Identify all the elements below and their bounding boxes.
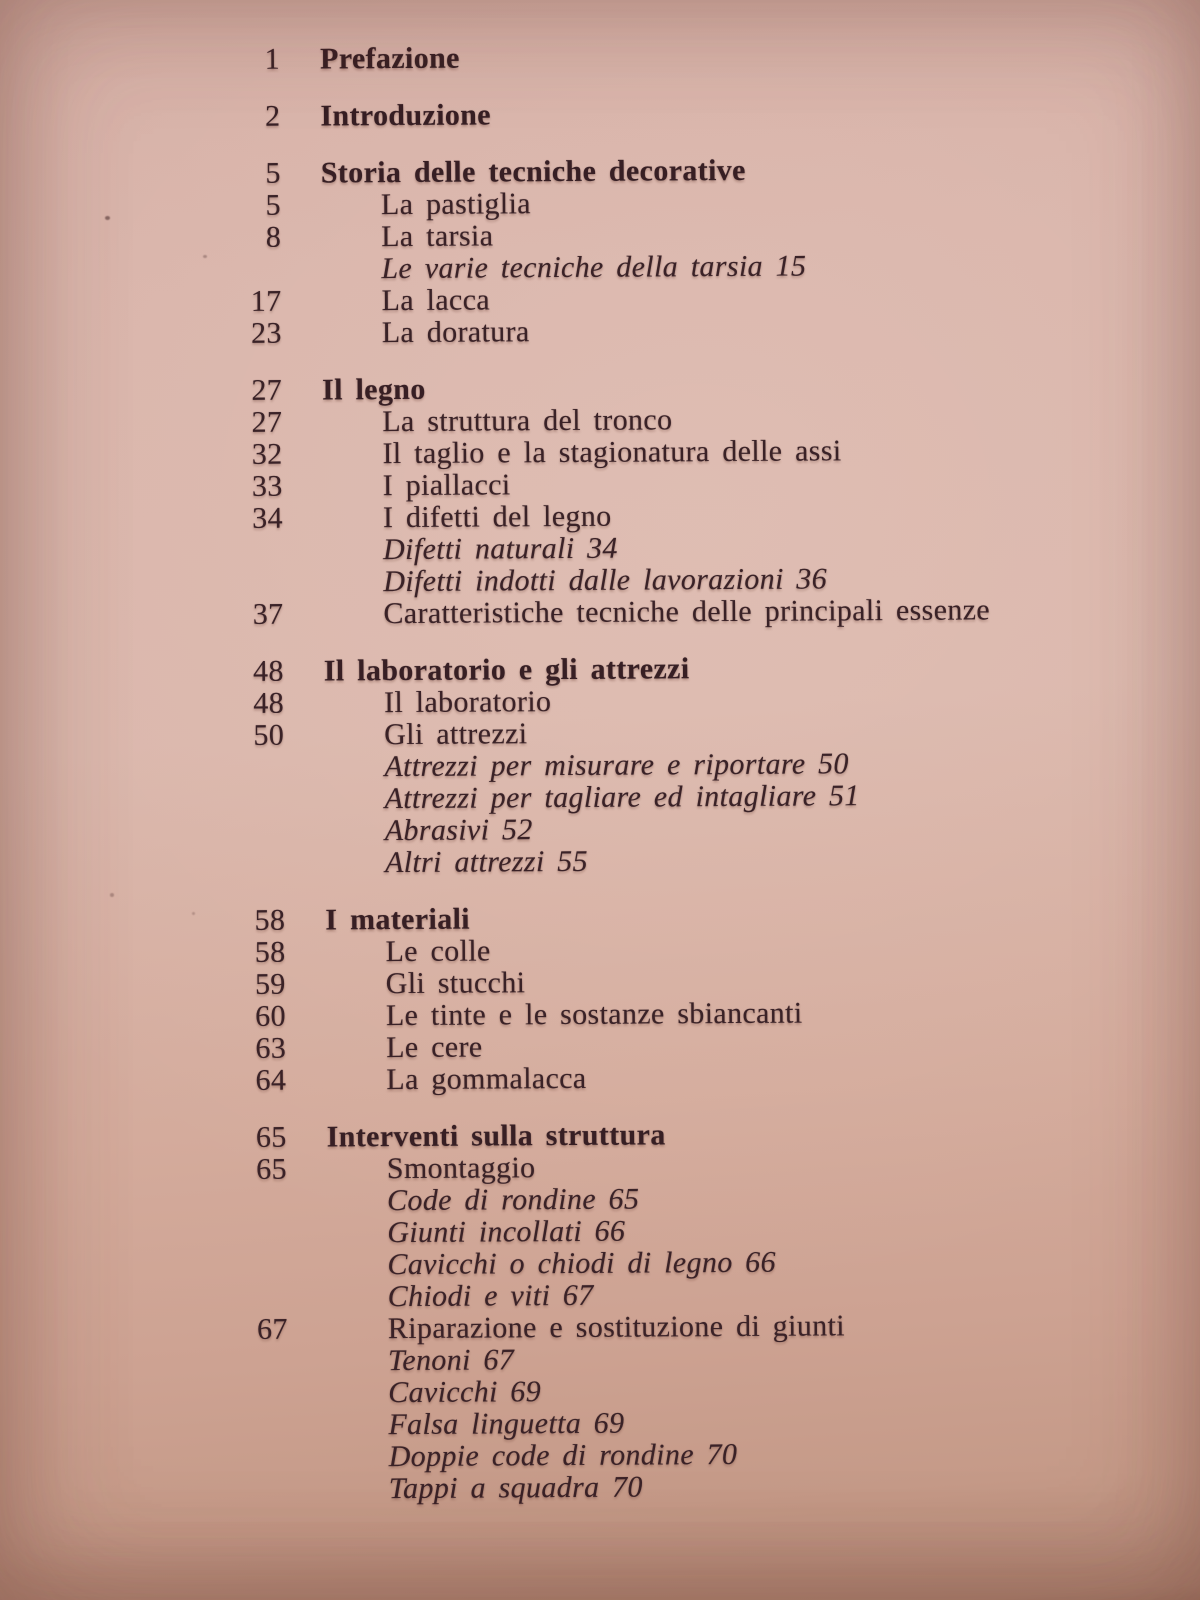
toc-entry-page-number <box>9 1499 289 1501</box>
toc-entry-page-number: 59 <box>254 967 286 1001</box>
toc-entry-page-number <box>9 1467 289 1469</box>
toc-entry-page-number: 58 <box>254 903 286 937</box>
toc-section <box>7 1117 1129 1508</box>
toc-entry-label: La pastiglia <box>380 187 531 222</box>
toc-entry-page-number: 63 <box>255 1031 287 1065</box>
toc-entry-label: Gli stucchi <box>385 966 526 1001</box>
toc-entry-page-number: 33 <box>251 469 283 503</box>
toc-entry-inline-page-number: 66 <box>745 1245 777 1279</box>
toc-entry-page-number: 8 <box>265 220 282 254</box>
toc-entry <box>9 1469 1129 1508</box>
toc-entry-page-number: 60 <box>255 999 287 1033</box>
toc-entry-label: La lacca <box>381 283 491 318</box>
toc-entry-inline-page-number: 70 <box>611 1470 643 1504</box>
toc-entry <box>6 1060 1126 1099</box>
toc-entry-page-number <box>8 1307 288 1309</box>
toc-entry-label: Il legno <box>322 372 426 407</box>
toc-entry-page-number <box>4 777 284 779</box>
toc-entry-label: Difetti naturali <box>382 531 575 567</box>
toc-entry-page-number <box>8 1275 288 1277</box>
toc-entry-page-number: 67 <box>257 1312 288 1346</box>
toc-entry-label: I difetti del legno <box>382 499 612 535</box>
toc-entry-label: Attrezzi per misurare e riportare <box>384 747 806 784</box>
toc-entry-label: La gommalacca <box>386 1061 587 1097</box>
toc-entry-page-number: 27 <box>251 405 283 439</box>
toc-entry-label: Caratteristiche tecniche delle principali essenze <box>383 593 991 631</box>
toc-entry-label: Le varie tecniche della tarsia <box>381 249 764 286</box>
toc-entry-label: Prefazione <box>319 41 460 76</box>
toc-entry-page-number: 1 <box>264 42 281 76</box>
toc-entry-page-number <box>5 841 285 843</box>
toc-entry-label: Il taglio e la stagionatura delle assi <box>382 434 842 471</box>
toc-entry-label: Difetti indotti dalle lavorazioni <box>383 562 784 599</box>
toc-entry-label: La doratura <box>381 315 530 350</box>
toc-entry-inline-page-number: 34 <box>586 531 618 565</box>
toc-section <box>0 96 1120 135</box>
toc-entry-page-number <box>8 1371 288 1373</box>
toc-entry-page-number: 65 <box>255 1120 287 1154</box>
toc-entry-page-number: 58 <box>254 935 286 969</box>
toc-entry-label: Le cere <box>386 1030 483 1065</box>
toc-entry-inline-page-number: 70 <box>706 1437 738 1472</box>
toc-entry-page-number: 64 <box>255 1063 287 1097</box>
toc-entry-label: Tappi a squadra <box>388 1470 600 1506</box>
toc-entry-page-number <box>5 809 285 811</box>
toc-entry-label: Storia delle tecniche decorative <box>320 153 746 190</box>
toc-entry-label: Il laboratorio <box>383 685 552 720</box>
toc-entry-label: Altri attrezzi <box>384 845 545 880</box>
toc-entry-page-number <box>7 1211 287 1213</box>
toc-entry-label: Code di rondine <box>386 1182 597 1218</box>
toc-entry-page-number: 65 <box>256 1152 287 1186</box>
toc-entry-label: La tarsia <box>381 219 494 254</box>
toc-entry-label: Tenoni <box>387 1343 471 1378</box>
toc-entry-page-number: 48 <box>253 686 285 720</box>
toc-entry-inline-page-number: 50 <box>817 747 849 781</box>
toc-entry-label: Cavicchi o chiodi di legno <box>387 1245 733 1282</box>
toc-section <box>1 153 1122 352</box>
toc-section <box>5 900 1126 1099</box>
toc-section <box>2 370 1124 633</box>
toc-entry-page-number <box>1 279 281 281</box>
toc-entry-inline-page-number: 69 <box>510 1375 542 1409</box>
toc-entry-label: Gli attrezzi <box>384 717 528 752</box>
toc-entry-label: Cavicchi <box>388 1375 498 1410</box>
toc-entry-label: La struttura del tronco <box>382 403 673 439</box>
toc-entry-inline-page-number: 36 <box>796 562 828 596</box>
toc-entry-page-number <box>8 1403 288 1405</box>
toc-entry-label: I piallacci <box>382 468 511 503</box>
toc-entry-page-number: 32 <box>251 437 283 471</box>
toc-entry-inline-page-number: 15 <box>775 249 807 283</box>
toc-entry-page-number: 50 <box>253 718 285 752</box>
toc-entry-label: Attrezzi per tagliare ed intagliare <box>384 779 817 816</box>
toc-section <box>0 39 1120 78</box>
toc-entry <box>3 594 1123 633</box>
toc-entry-page-number: 23 <box>250 316 282 350</box>
toc-entry-page-number <box>5 873 285 875</box>
toc-entry-inline-page-number: 67 <box>483 1343 515 1377</box>
toc-entry-label: Doppie code di rondine <box>388 1438 695 1474</box>
toc-entry-label: Falsa linguetta <box>388 1406 582 1442</box>
toc-entry-inline-page-number: 69 <box>593 1406 625 1440</box>
toc-entry <box>0 96 1120 135</box>
toc-entry-inline-page-number: 51 <box>828 779 860 813</box>
toc-entry-label: Le colle <box>385 934 491 969</box>
toc-entry-inline-page-number: 67 <box>562 1278 594 1313</box>
toc-entry-inline-page-number: 65 <box>608 1182 640 1216</box>
toc-entry-inline-page-number: 55 <box>557 844 589 879</box>
toc-entry <box>0 39 1120 78</box>
toc-entry-page-number <box>3 592 283 594</box>
toc-entry <box>2 313 1122 352</box>
toc-entry-label: Riparazione e sostituzione di giunti <box>387 1309 846 1346</box>
toc-entry-page-number: 2 <box>264 99 281 133</box>
toc-entry-label: Introduzione <box>320 98 492 133</box>
toc-entry-page-number <box>3 560 283 562</box>
toc-section <box>4 651 1125 882</box>
toc-entry-label: Smontaggio <box>386 1151 536 1186</box>
toc-entry-page-number: 27 <box>251 373 283 407</box>
toc-entry-page-number: 37 <box>252 597 284 631</box>
toc-entry-inline-page-number: 66 <box>594 1214 626 1248</box>
toc-entry <box>5 843 1125 882</box>
toc-entry-label: Giunti incollati <box>387 1214 583 1250</box>
toc-entry-label: Il laboratorio e gli attrezzi <box>323 652 690 688</box>
toc-entry-page-number: 48 <box>253 654 284 688</box>
toc-entry-label: Interventi sulla struttura <box>326 1118 666 1154</box>
toc-entry-page-number <box>9 1435 289 1437</box>
toc-entry-inline-page-number: 52 <box>501 813 533 847</box>
toc-entry-label: Abrasivi <box>384 813 490 848</box>
toc-entry-label: Chiodi e viti <box>387 1279 551 1314</box>
toc-entry-page-number: 17 <box>250 284 282 318</box>
toc-entry-label: Le tinte e le sostanze sbiancanti <box>385 996 803 1033</box>
table-of-contents <box>0 39 1129 1533</box>
toc-entry-page-number: 5 <box>265 188 282 222</box>
toc-entry-page-number: 5 <box>265 156 281 190</box>
toc-entry-label: I materiali <box>325 902 471 937</box>
toc-entry-page-number: 34 <box>252 501 284 535</box>
toc-entry-page-number <box>7 1243 287 1245</box>
